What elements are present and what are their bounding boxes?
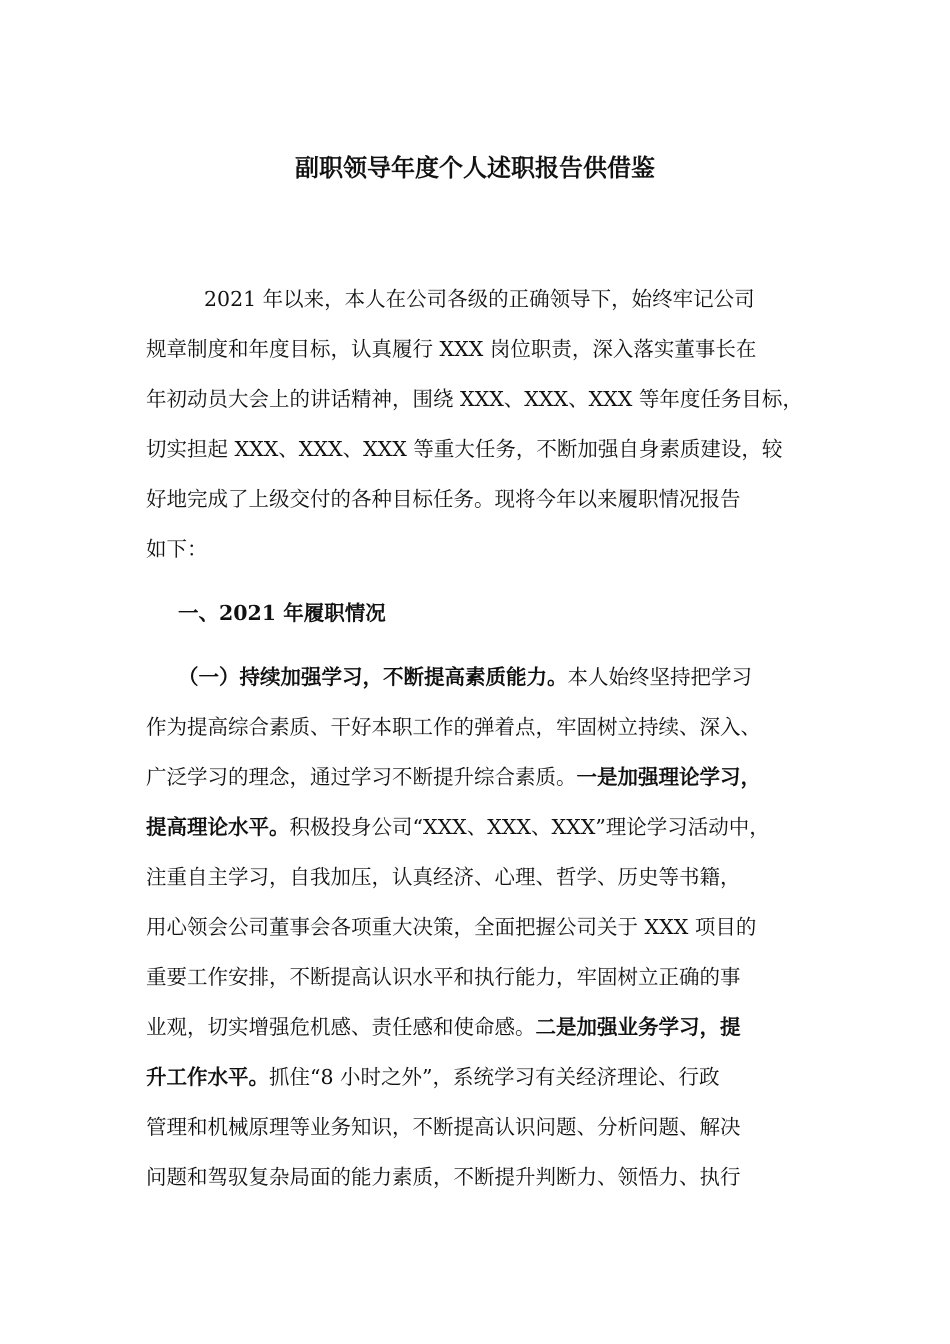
sub1-line-6: 用心领会公司董事会各项重大决策，全面把握公司关于 XXX 项目的	[146, 915, 757, 939]
intro-line-5: 好地完成了上级交付的各种目标任务。现将今年以来履职情况报告	[146, 487, 741, 511]
intro-line-4: 切实担起 XXX、XXX、XXX 等重大任务，不断加强自身素质建设，较	[146, 437, 783, 461]
sub1-line-1-text: 本人始终坚持把学习	[567, 665, 752, 689]
sub1-line-5: 注重自主学习，自我加压，认真经济、心理、哲学、历史等书籍，	[146, 865, 741, 889]
sub1-line-4-text: 积极投身公司“XXX、XXX、XXX”理论学习活动中，	[289, 815, 770, 839]
document-title: 副职领导年度个人述职报告供借鉴	[295, 153, 655, 182]
sub1-line-3	[146, 762, 826, 792]
point-two-heading-cont: 升工作水平。	[146, 1065, 269, 1089]
sub1-line-8	[146, 1012, 826, 1042]
section-heading: 一、2021 年履职情况	[178, 601, 386, 625]
sub1-line-9-text: 抓住“8 小时之外”，系统学习有关经济理论、行政	[269, 1065, 720, 1089]
point-one-heading-cont: 提高理论水平。	[146, 815, 290, 839]
sub1-line-4	[146, 812, 826, 842]
sub1-heading: （一）持续加强学习，不断提高素质能力。	[178, 665, 568, 689]
intro-line-6: 如下：	[146, 537, 208, 561]
sub1-line-1	[178, 662, 826, 692]
point-one-heading: 一是加强理论学习，	[576, 765, 761, 789]
point-two-heading: 二是加强业务学习，提	[535, 1015, 741, 1039]
intro-line-1: 2021 年以来，本人在公司各级的正确领导下，始终牢记公司	[204, 287, 755, 311]
sub1-line-3-text: 广泛学习的理念，通过学习不断提升综合素质。	[146, 765, 577, 789]
sub1-line-8-text: 业观，切实增强危机感、责任感和使命感。	[146, 1015, 536, 1039]
intro-line-3: 年初动员大会上的讲话精神，围绕 XXX、XXX、XXX 等年度任务目标，	[146, 387, 803, 411]
sub1-line-2: 作为提高综合素质、干好本职工作的弹着点，牢固树立持续、深入、	[146, 715, 761, 739]
sub1-line-10: 管理和机械原理等业务知识，不断提高认识问题、分析问题、解决	[146, 1115, 741, 1139]
sub1-line-11: 问题和驾驭复杂局面的能力素质，不断提升判断力、领悟力、执行	[146, 1165, 741, 1189]
sub1-line-7: 重要工作安排，不断提高认识水平和执行能力，牢固树立正确的事	[146, 965, 741, 989]
intro-line-2: 规章制度和年度目标，认真履行 XXX 岗位职责，深入落实董事长在	[146, 337, 757, 361]
sub1-line-9	[146, 1062, 826, 1092]
